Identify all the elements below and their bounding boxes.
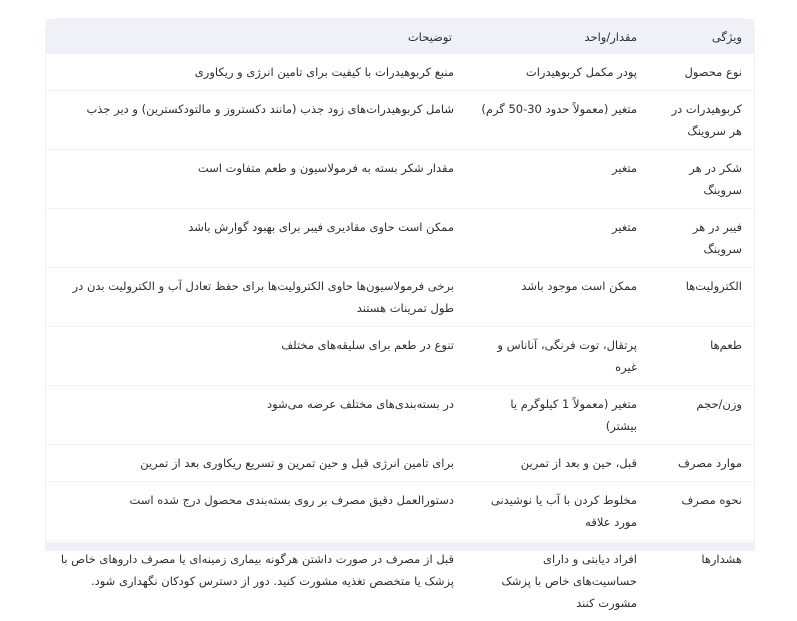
cell-amount: متغیر (معمولاً حدود 30-50 گرم)	[464, 91, 649, 150]
cell-amount: پرتقال، توت فرنگی، آناناس و غیره	[464, 327, 649, 386]
header-description: توضیحات	[46, 19, 464, 54]
cell-amount: پودر مکمل کربوهیدرات	[464, 54, 649, 91]
cell-feature: نوع محصول	[649, 54, 754, 91]
cell-feature: وزن/حجم	[649, 386, 754, 445]
cell-description: قبل از مصرف در صورت داشتن هرگونه بیماری زمینه‌ای یا مصرف داروهای خاص با پزشک یا متخصص تغذیه مشورت کنید. دور از دسترس کودکان نگهداری شود.	[46, 541, 464, 621]
table-row	[46, 327, 754, 386]
table-header	[46, 19, 754, 54]
cell-description: برای تامین انرژی قبل و حین تمرین و تسریع ریکاوری بعد از تمرین	[46, 445, 464, 482]
cell-description: تنوع در طعم برای سلیقه‌های مختلف	[46, 327, 464, 386]
table-row	[46, 150, 754, 209]
cell-feature: کربوهیدرات در هر سروینگ	[649, 91, 754, 150]
cell-amount: افراد دیابتی و دارای حساسیت‌های خاص با پزشک مشورت کنند	[464, 541, 649, 621]
cell-feature: هشدارها	[649, 541, 754, 621]
spec-table-card	[46, 19, 754, 550]
header-feature: ویژگی	[649, 19, 754, 54]
cell-feature: فیبر در هر سروینگ	[649, 209, 754, 268]
cell-description: برخی فرمولاسیون‌ها حاوی الکترولیت‌ها برای حفظ تعادل آب و الکترولیت بدن در طول تمرینات هستند	[46, 268, 464, 327]
cell-description: دستورالعمل دقیق مصرف بر روی بسته‌بندی محصول درج شده است	[46, 482, 464, 541]
cell-feature: نحوه مصرف	[649, 482, 754, 541]
cell-amount: مخلوط کردن با آب یا نوشیدنی مورد علاقه	[464, 482, 649, 541]
cell-description: منبع کربوهیدرات با کیفیت برای تامین انرژی و ریکاوری	[46, 54, 464, 91]
cell-description: ممکن است حاوی مقادیری فیبر برای بهبود گوارش باشد	[46, 209, 464, 268]
cell-description: شامل کربوهیدرات‌های زود جذب (مانند دکستروز و مالتودکسترین) و دیر جذب	[46, 91, 464, 150]
table-body	[46, 54, 754, 621]
table-row	[46, 482, 754, 541]
table-row	[46, 541, 754, 621]
table-row	[46, 209, 754, 268]
cell-feature: شکر در هر سروینگ	[649, 150, 754, 209]
cell-amount: متغیر (معمولاً 1 کیلوگرم یا بیشتر)	[464, 386, 649, 445]
table-row	[46, 91, 754, 150]
cell-description: در بسته‌بندی‌های مختلف عرضه می‌شود	[46, 386, 464, 445]
header-amount: مقدار/واحد	[464, 19, 649, 54]
table-footer-bar	[46, 542, 754, 550]
table-row	[46, 386, 754, 445]
table-row	[46, 268, 754, 327]
cell-amount: قبل، حین و بعد از تمرین	[464, 445, 649, 482]
cell-amount: متغیر	[464, 150, 649, 209]
cell-feature: طعم‌ها	[649, 327, 754, 386]
spec-table	[46, 19, 754, 621]
cell-amount: متغیر	[464, 209, 649, 268]
cell-feature: موارد مصرف	[649, 445, 754, 482]
cell-amount: ممکن است موجود باشد	[464, 268, 649, 327]
cell-feature: الکترولیت‌ها	[649, 268, 754, 327]
header-row	[46, 19, 754, 54]
table-row	[46, 54, 754, 91]
cell-description: مقدار شکر بسته به فرمولاسیون و طعم متفاوت است	[46, 150, 464, 209]
table-row	[46, 445, 754, 482]
